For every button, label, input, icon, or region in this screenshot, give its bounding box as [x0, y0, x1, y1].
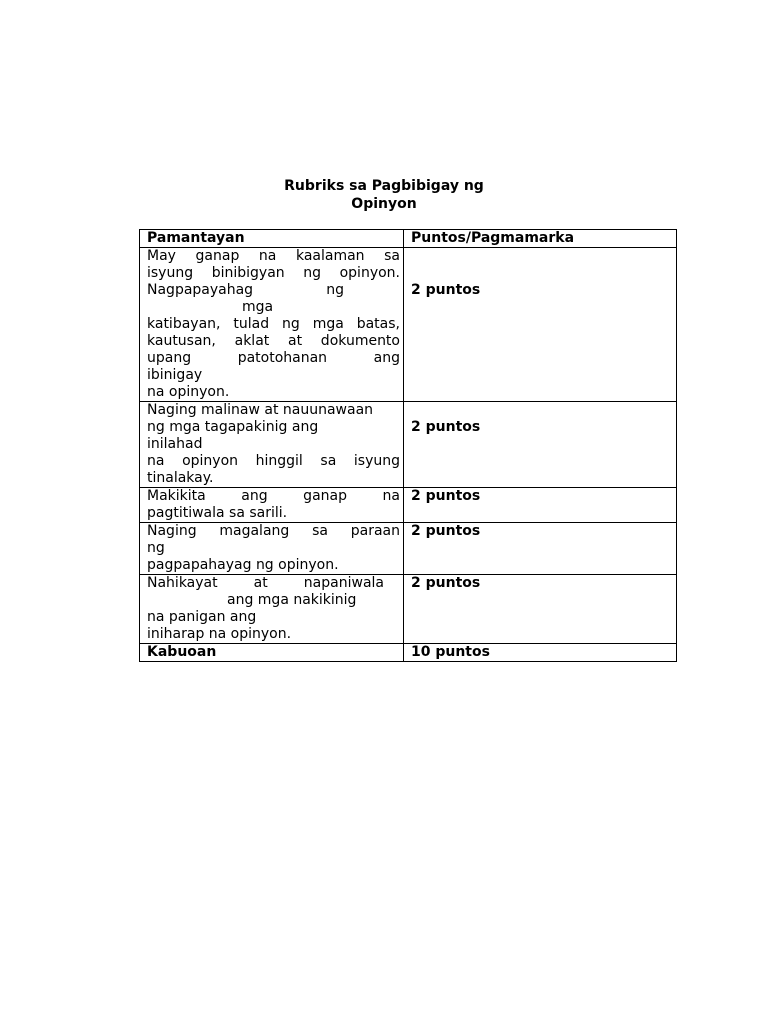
points-cell	[404, 248, 677, 402]
points-value: 2 puntos	[411, 282, 481, 298]
criterion-line: pagpapahayag ng opinyon.	[147, 557, 339, 573]
criterion-line: ng mga tagapakinig ang	[147, 419, 319, 435]
criterion-line: na opinyon.	[147, 384, 230, 400]
points-cell	[404, 523, 677, 575]
criterion-line: May ganap na kaalaman sa	[147, 248, 400, 264]
criterion-line: upang patotohanan ang	[147, 350, 400, 366]
criterion-cell	[140, 488, 404, 523]
header-puntos: Puntos/Pagmamarka	[404, 230, 677, 248]
criterion-line: inilahad	[147, 436, 203, 452]
table-total-row	[140, 644, 677, 662]
criterion-cell	[140, 523, 404, 575]
criterion-line: ang mga nakikinig	[227, 592, 357, 608]
table-row	[140, 523, 677, 575]
points-cell	[404, 402, 677, 488]
header-pamantayan: Pamantayan	[140, 230, 404, 248]
points-value: 2 puntos	[411, 419, 481, 435]
table-row	[140, 248, 677, 402]
criterion-line: katibayan, tulad ng mga batas,	[147, 316, 400, 332]
criterion-line: na panigan ang	[147, 609, 257, 625]
total-label: Kabuoan	[140, 644, 404, 662]
rubric-table	[139, 229, 677, 662]
criterion-line: Naging magalang sa paraan	[147, 523, 400, 539]
criterion-line: ibinigay	[147, 367, 203, 383]
criterion-line: mga	[242, 299, 274, 315]
table-row	[140, 575, 677, 644]
title-line-1: Rubriks sa Pagbibigay ng	[284, 178, 484, 194]
criterion-line: pagtitiwala sa sarili.	[147, 505, 288, 521]
table-header-row	[140, 230, 677, 248]
points-value: 2 puntos	[411, 523, 481, 539]
points-value: 2 puntos	[411, 575, 481, 591]
criterion-line: Nahikayat at napaniwala	[147, 575, 384, 591]
total-points: 10 puntos	[404, 644, 677, 662]
criterion-line: Makikita ang ganap na	[147, 488, 400, 504]
criterion-line: Nagpapayahag ng	[147, 282, 344, 298]
points-cell	[404, 488, 677, 523]
criterion-line: Naging malinaw at nauunawaan	[147, 402, 374, 418]
criterion-line: iniharap na opinyon.	[147, 626, 292, 642]
table-row	[140, 488, 677, 523]
criterion-cell	[140, 248, 404, 402]
points-value: 2 puntos	[411, 488, 481, 504]
points-cell	[404, 575, 677, 644]
criterion-line: isyung binibigyan ng opinyon.	[147, 265, 400, 281]
criterion-line: na opinyon hinggil sa isyung	[147, 453, 400, 469]
criterion-line: kautusan, aklat at dokumento	[147, 333, 400, 349]
criterion-line: ng	[147, 540, 165, 556]
criterion-cell	[140, 575, 404, 644]
table-row	[140, 402, 677, 488]
document-title	[214, 177, 554, 213]
criterion-line: tinalakay.	[147, 470, 214, 486]
title-line-2: Opinyon	[351, 196, 417, 212]
criterion-cell	[140, 402, 404, 488]
